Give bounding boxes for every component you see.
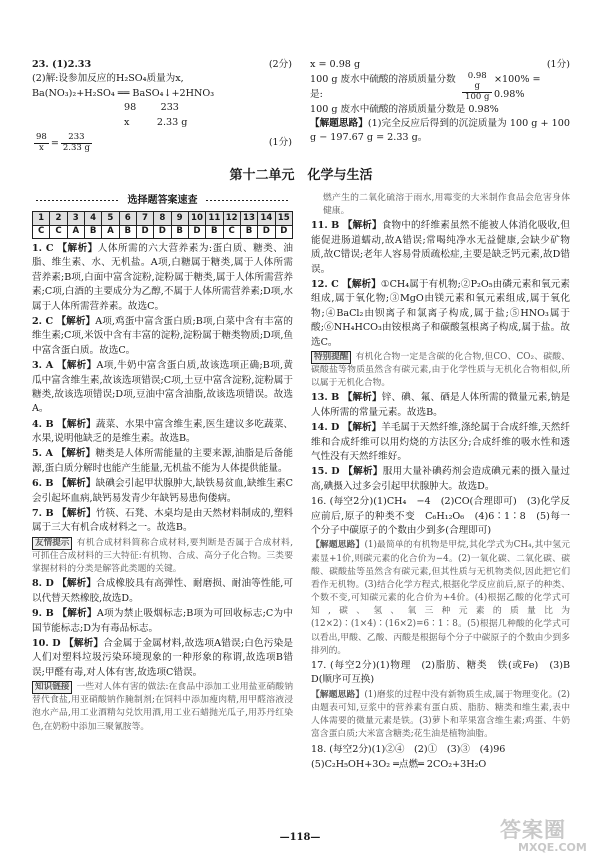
answer-number: 14 [258,212,275,226]
tip-box: 友情提示 有机合成材料简称合成材料,要判断是否属于合成材料,可抓住合成材料的三大特征:有机物、合成、高分子化合物。三类要掌握材料的分类是解答此类题的关键。 [32,537,293,575]
analysis-label: 【解析】 [64,637,104,649]
left-column [32,192,293,773]
analysis-label: 【解析】 [342,422,382,434]
answer-number: 13 [240,212,257,226]
main-body [32,192,580,773]
answer-table [32,211,293,239]
left-items [32,242,293,536]
answer-letter: D [136,225,153,239]
question-number: 8. D [32,578,58,590]
question-item [32,359,293,417]
question-item [311,421,570,464]
answer-number: 15 [275,212,292,226]
question-number: 1. C [32,243,58,254]
analysis-label: 【解析】 [56,315,96,327]
q17: 17. (每空2分)(1)物理 (2)脂肪、糖类 铁(或Fe) (3)B D(顺序可互换) [311,660,580,686]
answer-letter: D [188,225,205,239]
answer-letter: A [67,225,84,239]
question-item [311,278,570,350]
analysis-label: 【解析】 [57,418,96,430]
analysis-text: A项,鸡蛋中富含蛋白质;B项,白菜中含有丰富的维生素;C项,米饭中含有丰富的淀粉,淀粉属于糖类物质;D项,鱼中富含蛋白质。故选C。 [32,315,293,356]
analysis-text: 竹筷、石凳、木桌均是由天然材料制成的,塑料属于三大有机合成材料之一。故选B。 [32,508,293,534]
score: (1分) [546,59,570,70]
answer-number: 10 [188,212,205,226]
analysis-text: 缺碘会引起甲状腺肿大,缺铁易贫血,缺维生素C会引起坏血病,缺钙易发青少年缺钙易患佝偻病。 [32,478,293,504]
answer-number: 11 [206,212,223,226]
question-number: 2. C [32,315,57,327]
analysis-label: 【解析】 [57,608,97,620]
right-column: 燃产生的二氧化硫溶于雨水,用霉变的大米制作食品会危害身体健康。 11. B 【解析】食物中的纤维素虽然不能被人体消化吸收,但能促进肠道蠕动,故A错误;常喝纯净水无益健康,会缺少矿物质,故C错误;老年人容易骨质疏松症,主要是缺乏钙元素,故D错误。 12. C 【解析】①CH₄属于有机物;②P₂O₅由磷元素和氧元素组成,属于氧化物;③MgO由镁元素和氧元素组成,属于氧化物;④BaCl₂由钡离子和氯离子构成,属于盐;⑤HNO₃属于酸;⑥NH₄HCO₃由铵根离子和碳酸氢根离子构成,属于盐。故选C。 特别提醒 有机化合物一定是含碳的化合物,但CO、CO₂、碳酸、碳酸盐等物质虽然含有碳元素,由于化学性质与无机化合物相似,所以属于无机化合物。 13. B 【解析】锌、碘、氟、硒是人体所需的微量元素,钠是人体所需的常量元素。故选B。 14. D 【解析】羊毛属于天然纤维,涤纶属于合成纤维,天然纤维和合成纤维可以用灼烧的方法区分;合成纤维的吸水性和透气性没有天然纤维好。 15. D 【解析】服用大量补碘药剂会造成碘元素的摄入量过高,碘摄入过多会引起甲状腺肿大。故选D。 16. (每空2分)(1)CH₄ −4 (2)CO(合理即可) (3)化学反应前后,原子的种类不变 C₆H₁₂O₆ (4)6∶1∶8 (5)每一个分子中碳原子的个数由少到多(合理即可) 【解题思路】(1)最简单的有机物是甲烷,其化学式为CH₄,其中氢元素显+1价,则碳元素的化合价为−4。(2)一氧化碳、二氧化碳、碳酸、碳酸盐等虽然含有碳元素,但其性质与无机物类似,因此把它们看作无机物。(3)结合化学方程式,根据化学反应前后,原子的种类、个数不变,可知碳元素的化合价为+4价。(4)根据乙酸的化学式可知,碳、氢、氧三种元素的质量比为(12×2)∶(1×4)∶(16×2)=6∶1∶8。(5)根据几种酸的化学式可以看出,甲酸、乙酸、丙酸是根据每个分子中碳原子的个数由少到多排列的。 17. (每空2分)(1)物理 (2)脂肪、糖类 铁(或Fe) (3)B D(顺序可互换) 【解题思路】(1)磨浆的过程中没有新物质生成,属于物理变化。(2)由题表可知,豆浆中的营养素有蛋白质、脂肪、糖类和维生素,表中人体需要的微量元素是铁。(3)萝卜和苹果富含维生素;鸡蛋、牛奶富含蛋白质;大米富含糖类;花生油是植物油脂。 18. (每空2分)(1)②④ (2)① (3)③ (4)96 (5)C₂H₅OH+3O₂ ═点燃═ 2CO₂+3H₂O [311,192,570,773]
question-number: 6. B [32,478,57,490]
question-item [32,637,293,680]
q17-solution: (1)磨浆的过程中没有新物质生成,属于物理变化。(2)由题表可知,豆浆中的营养素有蛋白质、脂肪、糖类和维生素,表中人体需要的微量元素是铁。(3)萝卜和苹果富含维生素;鸡蛋、牛奶富含蛋白质;大米富含糖类;花生油是植物油脂。 [311,689,570,740]
answer-number: 7 [136,212,153,226]
equation-masses: 98 233 [124,102,179,114]
analysis-label: 【解析】 [343,466,383,478]
answer-letter: D [154,225,171,239]
answer-table-answers [33,225,293,239]
question-number: 12. C [311,278,343,290]
question-number: 14. D [311,422,343,434]
knowledge-link: 知识链接 一些对人体有害的做法:在食品中添加工业用盐亚硝酸钠替代食盐,用亚硝酸钠作腌制剂;在饲料中添加瘦肉精,用甲醛溶液浸泡水产品,用工业酒精勾兑饮用酒,用工业石蜡抛光瓜子,用苏丹红染色,在奶粉中添加三聚氰胺等。 [32,682,293,732]
analysis-text: 糖类是人体所需能量的主要来源,油脂是后备能源,蛋白质分解时也能产生能量,无机盐不能为人体提供能量。 [32,448,293,474]
analysis-label: 【解析】 [342,392,382,404]
question-number: 9. B [32,608,58,620]
question-item [311,219,570,277]
special-reminder: 特别提醒 有机化合物一定是含碳的化合物,但CO、CO₂、碳酸、碳酸盐等物质虽然含有碳元素,由于化学性质与无机化合物相似,所以属于无机化合物。 [311,351,570,389]
question-item [32,607,293,636]
analysis-text: 羊毛属于天然纤维,涤纶属于合成纤维,天然纤维和合成纤维可以用灼烧的方法区分;合成纤维的吸水性和透气性没有天然纤维好。 [311,422,570,463]
question-item [32,477,293,506]
question-number: 11. B [311,220,343,232]
answer-letter: C [223,225,240,239]
question-item [32,242,293,314]
analysis-text: 合成橡胶具有高弹性、耐磨损、耐油等性能,可以代替天然橡胶,故选D。 [32,578,294,604]
analysis-label: 【解析】 [56,478,96,490]
analysis-label: 【解析】 [342,220,382,232]
top-section [32,58,570,160]
mass-fraction-line: 100 g 废水中硫酸的溶质质量分数是: $\frac{0.98 g}{100 g}$ ×100% = 0.98% [310,71,541,102]
analysis-label: 【解析】 [57,243,98,254]
answer-letter: B [240,225,257,239]
top-right-column: x = 0.98 g (1分) 100 g 废水中硫酸的溶质质量分数是: $\frac{0.98 g}{100 g}$ ×100% = 0.98% 100 g 废水中硫酸的溶质质量分数是 0.98% 【解题思路】(1)完全反应后得到的沉淀质量为 100 g + 100 g − 197.67 g = 2.33 g。 [310,59,570,144]
question-number: 7. B [32,508,58,520]
answer-number: 12 [223,212,240,226]
question-item [32,315,293,358]
q23-head: 23. (1)2.33 [32,59,92,70]
analysis-text: 食物中的纤维素虽然不能被人体消化吸收,但能促进肠道蠕动,故A错误;常喝纯净水无益健康,会缺少矿物质,故C错误;老年人容易骨质疏松症,主要是缺乏钙元素,故D错误。 [311,220,570,275]
q16: 16. (每空2分)(1)CH₄ −4 (2)CO(合理即可) (3)化学反应前后,原子的种类不变 C₆H₁₂O₆ (4)6∶1∶8 (5)每一个分子中碳原子的个数由少到多(合理即可) [311,496,570,536]
analysis-text: 合金属于金属材料,故选项A错误;白色污染是人们对塑料垃圾污染环境现象的一种形象的称谓,故选项B错误;甲醛有毒,对人体有害,故选项C错误。 [32,637,293,678]
question-item [311,391,570,420]
answer-letter: D [275,225,292,239]
q18-equation: (5)C₂H₅OH+3O₂ ═点燃═ 2CO₂+3H₂O [311,758,487,770]
left-items-2 [32,577,293,680]
analysis-text: 蔬菜、水果中富含维生素,医生建议多吃蔬菜、水果,说明他缺乏的是维生素。故选B。 [32,418,293,445]
q16-solution: (1)最简单的有机物是甲烷,其化学式为CH₄,其中氢元素显+1价,则碳元素的化合价为−4。(2)一氧化碳、二氧化碳、碳酸、碳酸盐等虽然含有碳元素,但其性质与无机物类似,因此把它们看作无机物。(3)结合化学方程式,根据化学反应前后,原子的种类、个数不变,可知碳元素的化合价为+4价。(4)根据乙酸的化学式可知,碳、氢、氧三种元素的质量比为(12×2)∶(1×4)∶(16×2)=6∶1∶8。(5)根据几种酸的化学式可以看出,甲酸、乙酸、丙酸是根据每个分子中碳原子的个数由少到多排列的。 [311,540,570,656]
analysis-label: 【解析】 [342,278,381,290]
question-item [32,507,293,536]
answer-number: 3 [67,212,84,226]
answer-letter: C [33,225,50,239]
question-number: 3. A [32,360,57,372]
question-item [311,465,570,494]
analysis-text: A项,牛奶中富含蛋白质,故该选项正确;B项,黄瓜中富含维生素,故该选项错误;C项,土豆中富含淀粉,淀粉属于糖类,故该选项错误;D项,豆油中富含油脂,故该选项错误。故选A。 [32,360,294,415]
analysis-label: 【解析】 [56,360,97,372]
right-items-2 [311,391,570,494]
question-item [32,577,293,606]
answer-letter: C [50,225,67,239]
answer-number: 8 [154,212,171,226]
score: (1分) [268,137,292,149]
answer-letter: B [171,225,188,239]
question-item [32,447,293,476]
fraction-b: $\frac{233}{2.33 g}$ [62,131,90,153]
analysis-text: 人体所需的六大营养素为:蛋白质、糖类、油脂、维生素、水、无机盐。A项,白糖属于糖类,属于人体所需营养素;B项,白面中富含淀粉,淀粉属于糖类,属于人体所需营养素;C项,白酒的主要成分为乙醇,不属于人体所需营养素;D项,水属于人体所需营养素。故选C。 [32,243,293,312]
right-items [311,219,570,350]
section-header: 选择题答案速查 [32,192,293,208]
analysis-text: A项为禁止吸烟标志;B项为可回收标志;C为中国节能标志;D为有毒品标志。 [32,608,293,634]
fraction-a: $\frac{98}{x}$ [36,131,47,153]
analysis-text: 服用大量补碘药剂会造成碘元素的摄入量过高,碘摄入过多会引起甲状腺肿大。故选D。 [311,466,570,492]
answer-number: 4 [84,212,101,226]
analysis-label: 【解析】 [56,448,96,460]
continuation: 燃产生的二氧化硫溶于雨水,用霉变的大米制作食品会危害身体健康。 [323,193,570,217]
answer-number: 9 [171,212,188,226]
equation-vars: x 2.33 g [124,116,188,128]
score: (2分) [268,59,292,70]
answer-letter: B [206,225,223,239]
top-left-column: 23. (1)2.33 (2分) (2)解:设参加反应的H₂SO₄质量为x, Ba(NO₃)₂+H₂SO₄ ══ BaSO₄↓+2HNO₃ 98 233 x 2.33 g $\frac{98}{x}$ = $\frac{233}{2.33 g}$ (1分) [32,59,292,153]
page-number: —118— [279,832,321,843]
answer-letter: D [258,225,275,239]
question-number: 5. A [32,448,57,460]
x-value: x = 0.98 g [310,59,361,70]
solution-idea: (1)完全反应后得到的沉淀质量为 100 g + 100 g − 197.67 g = 2.33 g。 [310,118,570,144]
answer-number: 6 [119,212,136,226]
answer-letter: B [84,225,101,239]
answer-number: 2 [50,212,67,226]
analysis-label: 【解析】 [57,508,96,520]
conclusion-line: 100 g 废水中硫酸的溶质质量分数是 0.98% [310,103,499,115]
question-item [32,418,293,447]
question-number: 15. D [311,466,344,478]
question-number: 4. B [32,418,58,430]
question-number: 10. D [32,637,65,649]
analysis-text: ①CH₄属于有机物;②P₂O₅由磷元素和氧元素组成,属于氧化物;③MgO由镁元素和氧元素组成,属于氧化物;④BaCl₂由钡离子和氯离子构成,属于盐;⑤HNO₃属于酸;⑥NH₄HCO₃由铵根离子和碳酸氢根离子构成,属于盐。故选C。 [311,278,570,348]
answer-table-numbers [33,212,293,226]
analysis-label: 【解析】 [57,578,97,590]
q23-part2: (2)解:设参加反应的H₂SO₄质量为x, [32,73,184,85]
unit-title: 第十二单元 化学与生活 [229,168,373,183]
answer-number: 5 [102,212,119,226]
answer-number: 1 [33,212,50,226]
analysis-text: 锌、碘、氟、硒是人体所需的微量元素,钠是人体所需的常量元素。故选B。 [311,392,570,418]
chemical-equation: Ba(NO₃)₂+H₂SO₄ ══ BaSO₄↓+2HNO₃ [32,87,215,99]
watermark-logo: 答案圈 MXQE.COM [500,818,587,854]
q18: 18. (每空2分)(1)②④ (2)① (3)③ (4)96 [311,743,506,755]
answer-letter: A [102,225,119,239]
question-number: 13. B [311,392,343,404]
answer-letter: B [119,225,136,239]
